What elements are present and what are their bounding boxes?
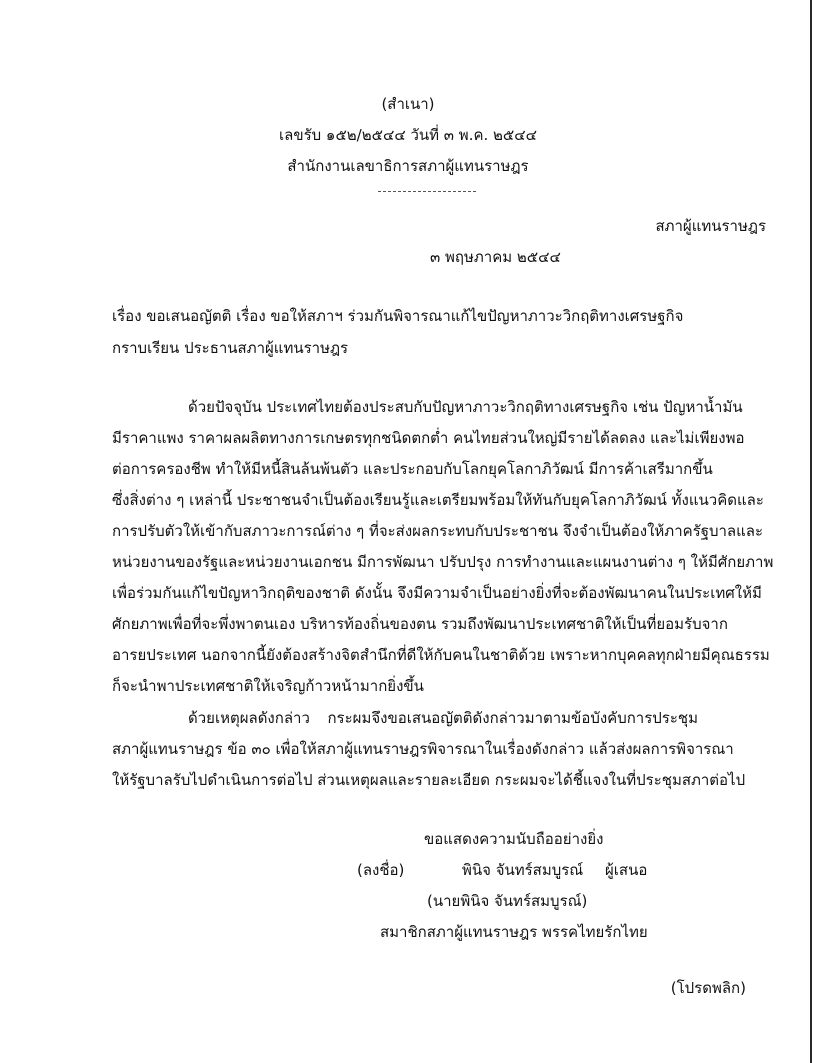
closing-regards: ขอแสดงความนับถืออย่างยิ่ง	[424, 830, 604, 848]
please-turn-over: (โปรดพลิก)	[670, 979, 746, 997]
signer-name: พินิจ จันทร์สมบูรณ์	[462, 861, 584, 879]
signed-label: (ลงชื่อ)	[357, 861, 405, 879]
paragraph-line: ด้วยเหตุผลดังกล่าว กระผมจึงขอเสนอญัตติดังกล่าวมาตามข้อบังคับการประชุม	[188, 709, 698, 727]
receipt-number: เลขรับ ๑๕๒/๒๕๔๔ วันที่ ๓ พ.ค. ๒๕๔๔	[279, 126, 537, 144]
copy-mark: (สำเนา)	[381, 95, 435, 113]
paragraph-line: ด้วยปัจจุบัน ประเทศไทยต้องประสบกับปัญหาภาวะวิกฤติทางเศรษฐกิจ เช่น ปัญหาน้ำมัน	[188, 398, 743, 416]
paragraph-line: ต่อการครองชีพ ทำให้มีหนี้สินล้นพ้นตัว และประกอบกับโลกยุคโลกาภิวัฒน์ มีการค้าเสรีมากขึ้น	[112, 460, 713, 478]
paragraph-line: ซึ่งสิ่งต่าง ๆ เหล่านี้ ประชาชนจำเป็นต้องเรียนรู้และเตรียมพร้อมให้ทันกับยุคโลกาภิวัฒน์ ทั้งแนวคิดและ	[112, 491, 764, 509]
paragraph-line: อารยประเทศ นอกจากนี้ยังต้องสร้างจิตสำนึกที่ดีให้กับคนในชาติด้วย เพราะหากบุคคลทุกฝ่ายมีคุณธรรม	[112, 646, 770, 664]
signer-full-name: (นายพินิจ จันทร์สมบูรณ์)	[427, 892, 588, 910]
subject-line: เรื่อง ขอเสนอญัตติ เรื่อง ขอให้สภาฯ ร่วมกันพิจารณาแก้ไขปัญหาภาวะวิกฤติทางเศรษฐกิจ	[112, 307, 684, 325]
paragraph-line: การปรับตัวให้เข้ากับสภาวะการณ์ต่าง ๆ ที่จะส่งผลกระทบกับประชาชน จึงจำเป็นต้องให้ภาครัฐบาลและ	[112, 522, 764, 540]
receiving-office: สำนักงานเลขาธิการสภาผู้แทนราษฎร	[287, 157, 529, 175]
header-divider	[378, 191, 476, 192]
signer-position: สมาชิกสภาผู้แทนราษฎร พรรคไทยรักไทย	[380, 923, 648, 941]
paragraph-line: ก็จะนำพาประเทศชาติให้เจริญก้าวหน้ามากยิ่งขึ้น	[112, 677, 424, 695]
signer-role: ผู้เสนอ	[605, 861, 648, 879]
paragraph-line: เพื่อร่วมกันแก้ไขปัญหาวิกฤติของชาติ ดังนั้น จึงมีความจำเป็นอย่างยิ่งที่จะต้องพัฒนาคนในประเทศให้มี	[112, 584, 762, 602]
salutation-line: กราบเรียน ประธานสภาผู้แทนราษฎร	[112, 339, 349, 357]
document-date: ๓ พฤษภาคม ๒๕๔๔	[430, 248, 561, 266]
paragraph-line: หน่วยงานของรัฐและหน่วยงานเอกชน มีการพัฒนา ปรับปรุง การทำงานและแผนงานต่าง ๆ ให้มีศักยภาพ	[112, 553, 774, 571]
paragraph-line: ให้รัฐบาลรับไปดำเนินการต่อไป ส่วนเหตุผลและรายละเอียด กระผมจะได้ชี้แจงในที่ประชุมสภาต่อไป	[112, 771, 746, 789]
paragraph-line: ศักยภาพเพื่อที่จะพึ่งพาตนเอง บริหารท้องถิ่นของตน รวมถึงพัฒนาประเทศชาติให้เป็นที่ยอมรับจาก	[112, 615, 728, 633]
sender-name: สภาผู้แทนราษฎร	[655, 217, 766, 235]
paragraph-line: สภาผู้แทนราษฎร ข้อ ๓๐ เพื่อให้สภาผู้แทนราษฎรพิจารณาในเรื่องดังกล่าว แล้วส่งผลการพิจารณา	[112, 740, 734, 758]
paragraph-line: มีราคาแพง ราคาผลผลิตทางการเกษตรทุกชนิดตกต่ำ คนไทยส่วนใหญ่มีรายได้ลดลง และไม่เพียงพอ	[112, 429, 745, 447]
